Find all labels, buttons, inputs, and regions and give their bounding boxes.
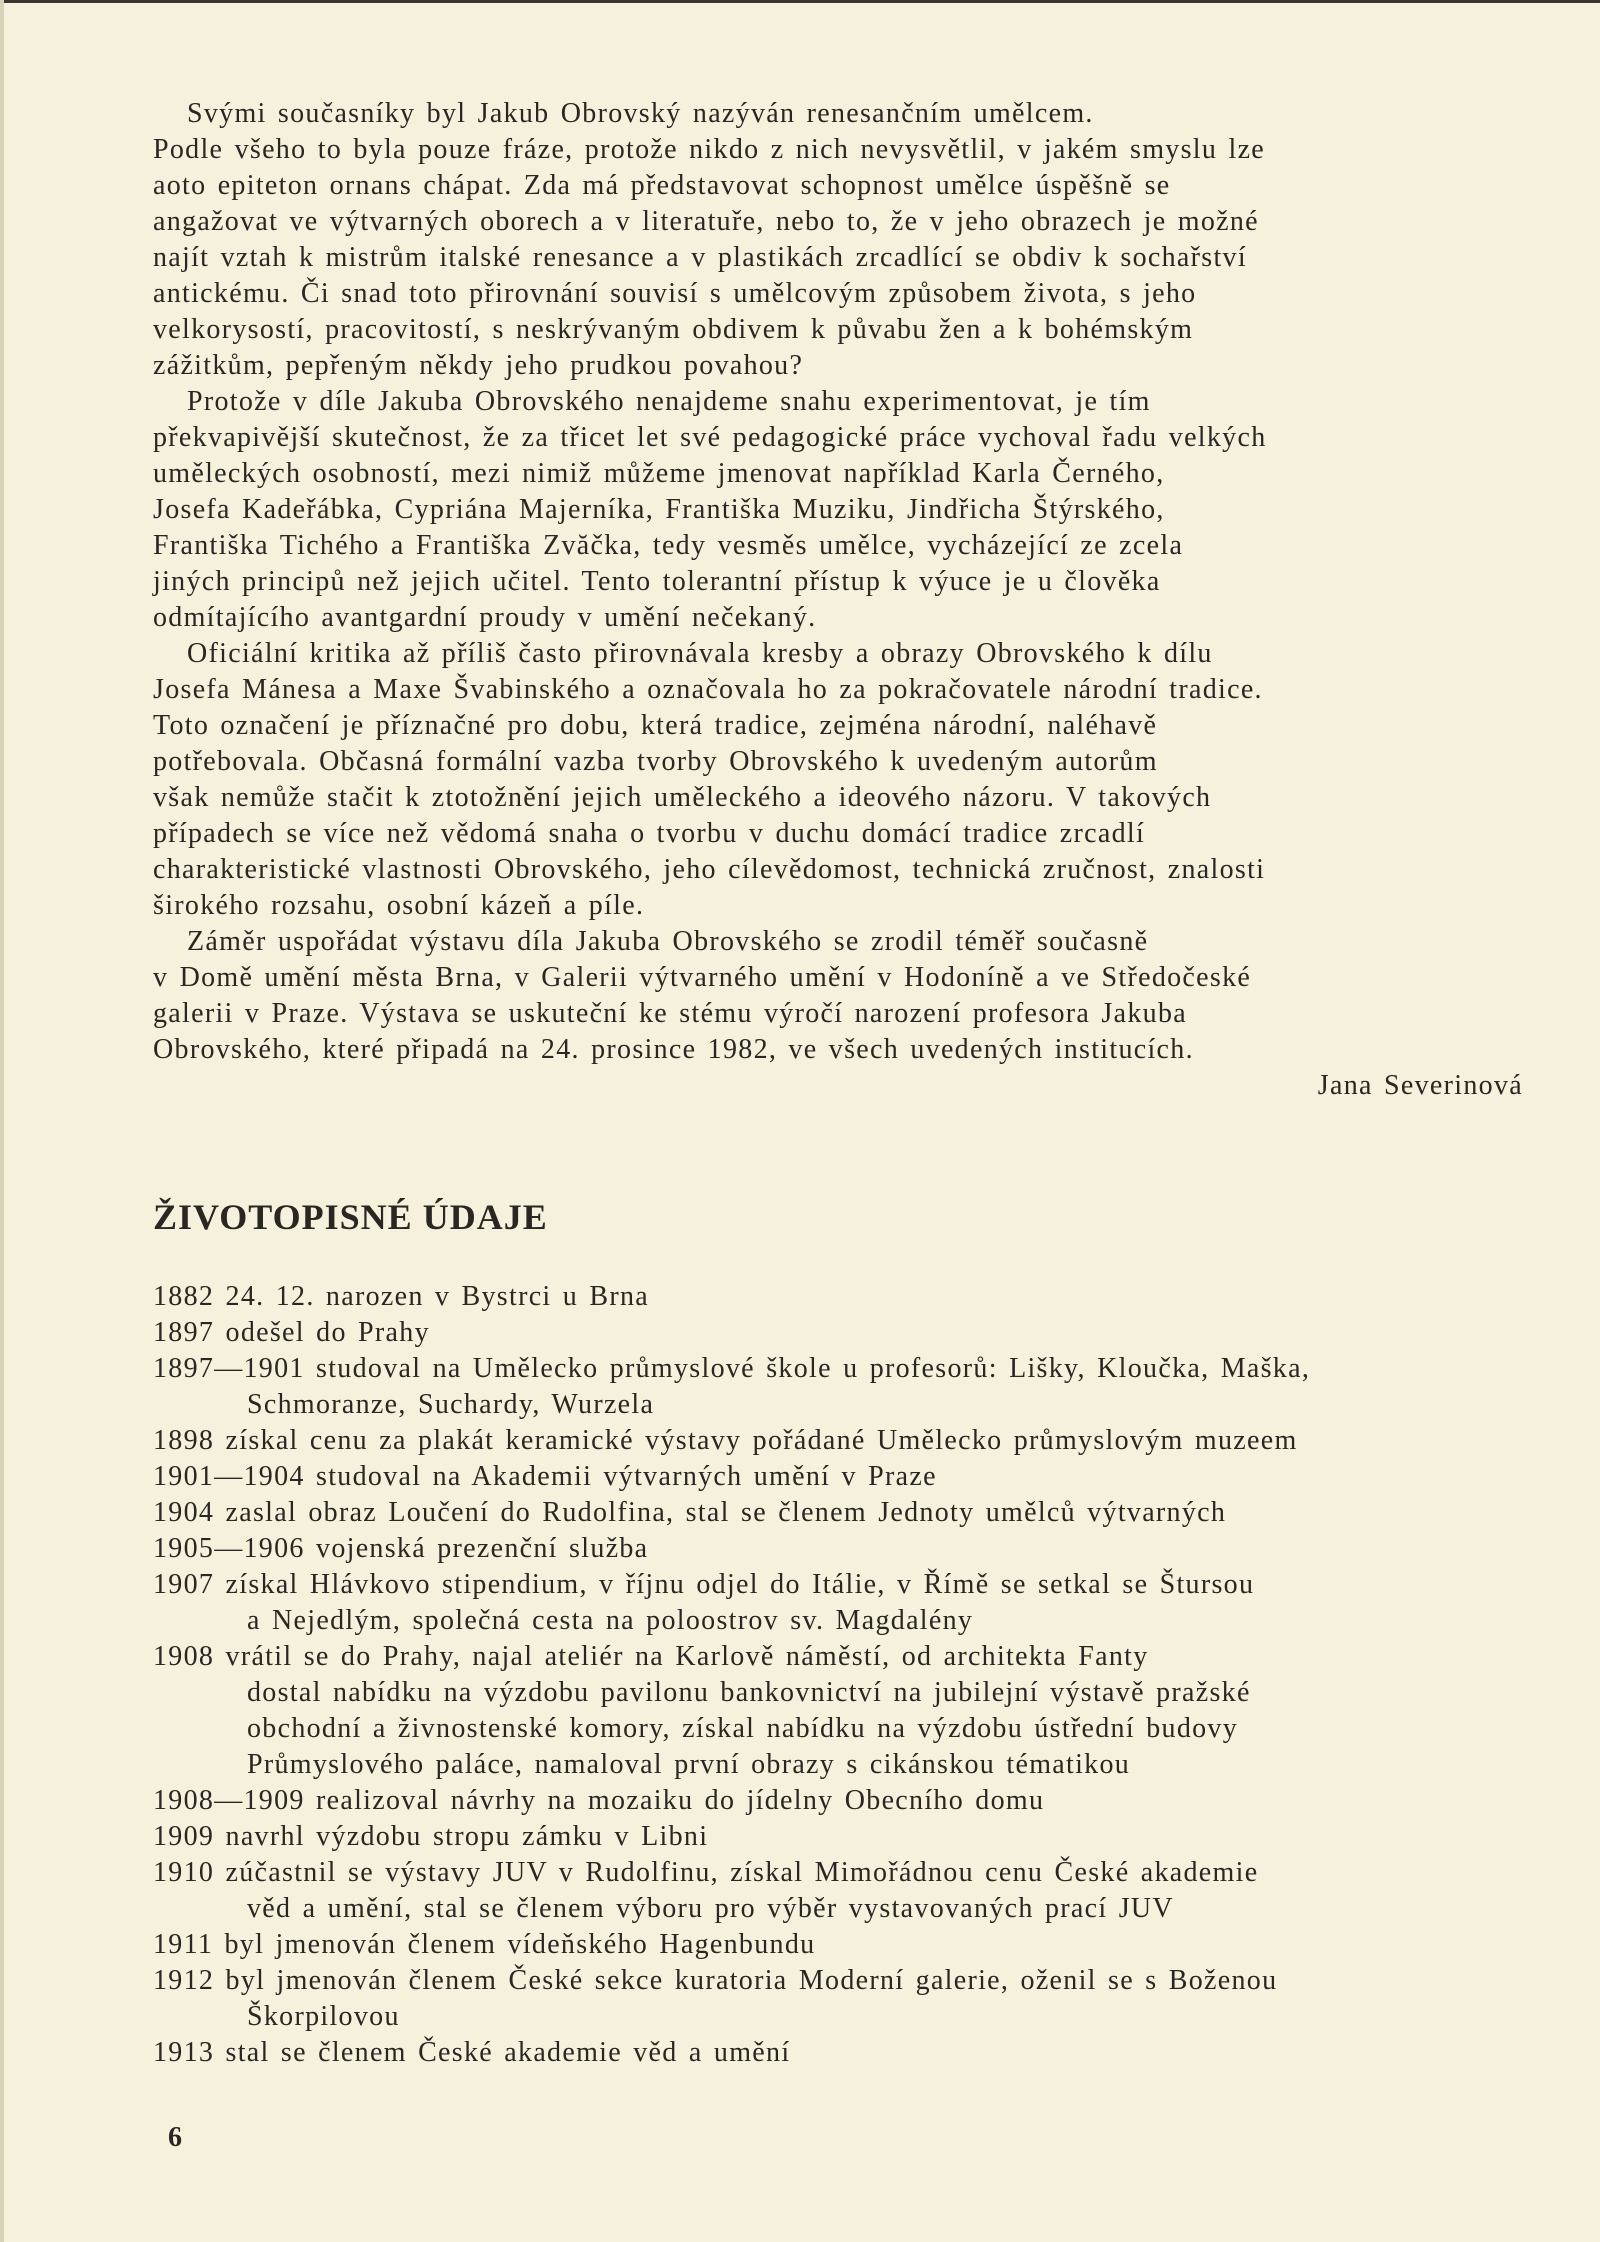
timeline-entry	[153, 1783, 1310, 1819]
timeline-entry	[153, 1423, 1310, 1459]
timeline-year: 1912	[153, 1965, 215, 1996]
essay-line: potřebovala. Občasná formální vazba tvorby Obrovského k uvedeným autorům	[153, 746, 1158, 777]
essay-line: jiných principů než jejich učitel. Tento tolerantní přístup k výuce je u člověka	[153, 566, 1161, 597]
essay-line: galerii v Praze. Výstava se uskuteční ke stému výročí narození profesora Jakuba	[153, 998, 1187, 1029]
timeline-text: byl jmenován členem vídeňského Hagenbundu	[224, 1929, 816, 1960]
timeline-entry	[153, 2035, 1310, 2071]
timeline-text: Průmyslového paláce, namaloval první obrazy s cikánskou tématikou	[247, 1749, 1131, 1780]
timeline-text: byl jmenován členem České sekce kuratoria Moderní galerie, oženil se s Boženou	[225, 1965, 1278, 1996]
timeline-year: 1904	[153, 1497, 215, 1528]
timeline-text: a Nejedlým, společná cesta na poloostrov sv. Magdalény	[247, 1605, 974, 1636]
timeline-first-line	[153, 1459, 1310, 1495]
timeline-year: 1897—1901	[153, 1353, 305, 1384]
essay-line: Františka Tichého a Františka Zvăčka, tedy vesměs umělce, vycházející ze zcela	[153, 530, 1184, 561]
essay-line: Záměr uspořádat výstavu díla Jakuba Obrovského se zrodil téměř současně	[187, 926, 1149, 957]
timeline-entry	[153, 1639, 1310, 1783]
timeline-entry	[153, 1279, 1310, 1315]
timeline-first-line	[153, 1531, 1310, 1567]
timeline-text: zúčastnil se výstavy JUV v Rudolfinu, získal Mimořádnou cenu České akademie	[225, 1857, 1259, 1888]
timeline-entry	[153, 1351, 1310, 1423]
timeline-text: Škorpilovou	[247, 2001, 400, 2032]
timeline-entry	[153, 1927, 1310, 1963]
timeline-first-line	[153, 1315, 1310, 1351]
timeline-first-line	[153, 2035, 1310, 2071]
essay-line: Josefa Mánesa a Maxe Švabinského a označovala ho za pokračovatele národní tradice.	[153, 674, 1263, 705]
timeline-first-line	[153, 1927, 1310, 1963]
essay-line: angažovat ve výtvarných oborech a v literatuře, nebo to, že v jeho obrazech je možné	[153, 206, 1259, 237]
timeline-year: 1882	[153, 1281, 215, 1312]
timeline-year: 1898	[153, 1425, 215, 1456]
timeline-first-line	[153, 1279, 1310, 1315]
timeline-year: 1913	[153, 2037, 215, 2068]
timeline-year: 1909	[153, 1821, 215, 1852]
timeline-text: vrátil se do Prahy, najal ateliér na Karlově náměstí, od architekta Fanty	[225, 1641, 1149, 1672]
timeline-text: získal cenu za plakát keramické výstavy pořádané Umělecko průmyslovým muzeem	[225, 1425, 1298, 1456]
timeline-entry	[153, 1315, 1310, 1351]
essay-line: antickému. Či snad toto přirovnání souvisí s umělcovým způsobem života, s jeho	[153, 278, 1197, 309]
timeline-text: studoval na Umělecko průmyslové škole u profesorů: Lišky, Kloučka, Maška,	[316, 1353, 1311, 1384]
timeline-first-line	[153, 1639, 1310, 1675]
timeline-year: 1901—1904	[153, 1461, 305, 1492]
timeline-first-line	[153, 1783, 1310, 1819]
timeline-text: 24. 12. narozen v Bystrci u Brna	[225, 1281, 650, 1312]
timeline-text: obchodní a živnostenské komory, získal nabídku na výzdobu ústřední budovy	[247, 1713, 1239, 1744]
timeline-first-line	[153, 1351, 1310, 1387]
timeline-entry	[153, 1567, 1310, 1639]
timeline-year: 1907	[153, 1569, 215, 1600]
timeline-text: věd a umění, stal se členem výboru pro výběr vystavovaných prací JUV	[247, 1893, 1174, 1924]
essay-line: Svými současníky byl Jakub Obrovský nazýván renesančním umělcem.	[187, 98, 1094, 129]
timeline-text: odešel do Prahy	[225, 1317, 430, 1348]
timeline-year: 1908—1909	[153, 1785, 305, 1816]
timeline-entry	[153, 1855, 1310, 1927]
timeline-entry	[153, 1459, 1310, 1495]
timeline-text: vojenská prezenční služba	[316, 1533, 649, 1564]
timeline-year: 1911	[153, 1929, 214, 1960]
page-number: 6	[168, 2122, 182, 2153]
essay-line: případech se více než vědomá snaha o tvorbu v duchu domácí tradice zrcadlí	[153, 818, 1146, 849]
timeline-text: realizoval návrhy na mozaiku do jídelny Obecního domu	[316, 1785, 1045, 1816]
essay-text	[153, 96, 1523, 1104]
timeline-first-line	[153, 1567, 1310, 1603]
timeline-first-line	[153, 1495, 1310, 1531]
timeline-first-line	[153, 1423, 1310, 1459]
essay-line: Josefa Kadeřábka, Cypriána Majerníka, Františka Muziku, Jindřicha Štýrského,	[153, 494, 1165, 525]
timeline-entry	[153, 1819, 1310, 1855]
timeline-text: Schmoranze, Suchardy, Wurzela	[247, 1389, 655, 1420]
essay-line: však nemůže stačit k ztotožnění jejich uměleckého a ideového názoru. V takových	[153, 782, 1212, 813]
essay-line: najít vztah k mistrům italské renesance a v plastikách zrcadlící se obdiv k sochařství	[153, 242, 1247, 273]
timeline-text: získal Hlávkovo stipendium, v říjnu odjel do Itálie, v Římě se setkal se Štursou	[225, 1569, 1255, 1600]
timeline-text: zaslal obraz Loučení do Rudolfina, stal se členem Jednoty umělců výtvarných	[225, 1497, 1227, 1528]
essay-line: velkorysostí, pracovitostí, s neskrývaným obdivem k půvabu žen a k bohémským	[153, 314, 1194, 345]
timeline-year: 1908	[153, 1641, 215, 1672]
page-top-edge	[0, 0, 1600, 3]
timeline-year: 1905—1906	[153, 1533, 305, 1564]
page-left-edge	[0, 0, 4, 2242]
essay-line: Obrovského, které připadá na 24. prosince 1982, ve všech uvedených institucích.	[153, 1034, 1194, 1065]
timeline-first-line	[153, 1855, 1310, 1891]
essay-line: aoto epiteton ornans chápat. Zda má představovat schopnost umělce úspěšně se	[153, 170, 1171, 201]
section-title: ŽIVOTOPISNÉ ÚDAJE	[153, 1197, 548, 1237]
timeline-year: 1897	[153, 1317, 215, 1348]
timeline-text: stal se členem České akademie věd a umění	[225, 2037, 791, 2068]
timeline-year: 1910	[153, 1857, 215, 1888]
essay-line: zážitkům, pepřeným někdy jeho prudkou povahou?	[153, 350, 804, 381]
essay-line: Protože v díle Jakuba Obrovského nenajdeme snahu experimentovat, je tím	[187, 386, 1151, 417]
timeline-first-line	[153, 1963, 1310, 1999]
essay-line: charakteristické vlastnosti Obrovského, jeho cílevědomost, technická zručnost, znalosti	[153, 854, 1266, 885]
biography-timeline	[153, 1279, 1310, 2071]
timeline-entry	[153, 1495, 1310, 1531]
timeline-text: dostal nabídku na výzdobu pavilonu bankovnictví na jubilejní výstavě pražské	[247, 1677, 1251, 1708]
essay-line: Podle všeho to byla pouze fráze, protože nikdo z nich nevysvětlil, v jakém smyslu lze	[153, 134, 1266, 165]
essay-line: překvapivější skutečnost, že za třicet let své pedagogické práce vychoval řadu velkých	[153, 422, 1267, 453]
timeline-entry	[153, 1963, 1310, 2035]
essay-line: Toto označení je příznačné pro dobu, která tradice, zejména národní, naléhavě	[153, 710, 1158, 741]
timeline-text: navrhl výzdobu stropu zámku v Libni	[225, 1821, 709, 1852]
essay-line: Oficiální kritika až příliš často přirovnávala kresby a obrazy Obrovského k dílu	[187, 638, 1213, 669]
timeline-entry	[153, 1531, 1310, 1567]
timeline-text: studoval na Akademii výtvarných umění v Praze	[316, 1461, 937, 1492]
timeline-first-line	[153, 1819, 1310, 1855]
essay-line: v Domě umění města Brna, v Galerii výtvarného umění v Hodoníně a ve Středočeské	[153, 962, 1252, 993]
essay-line: odmítajícího avantgardní proudy v umění nečekaný.	[153, 602, 817, 633]
essay-line: uměleckých osobností, mezi nimiž můžeme jmenovat například Karla Černého,	[153, 458, 1165, 489]
essay-line: širokého rozsahu, osobní kázeň a píle.	[153, 890, 645, 921]
author-signature: Jana Severinová	[1317, 1070, 1523, 1101]
